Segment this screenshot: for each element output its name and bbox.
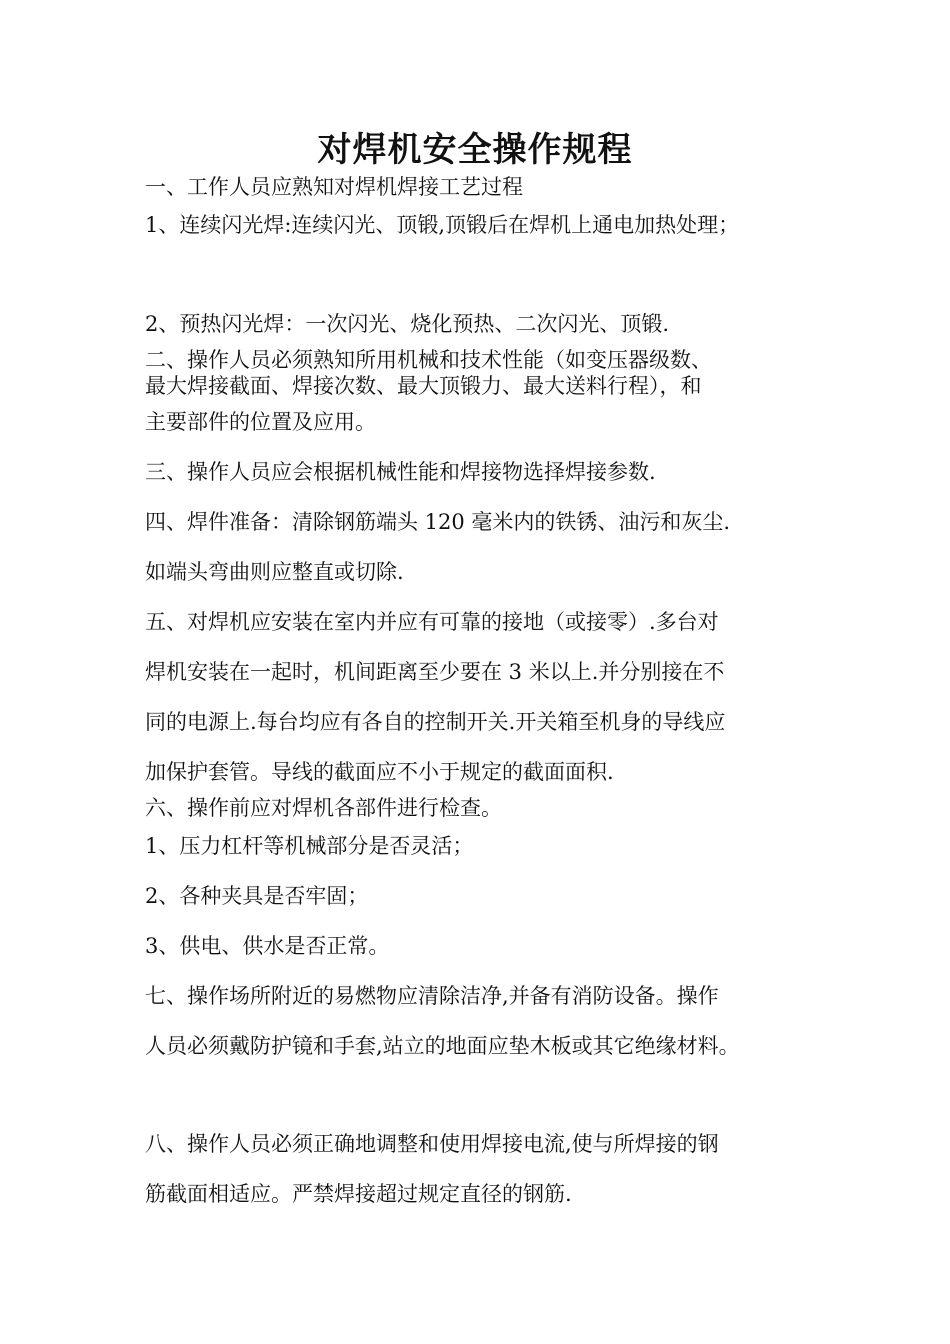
section-5-line-4: 加保护套管。导线的截面应不小于规定的截面面积. — [145, 760, 614, 784]
document-title: 对焊机安全操作规程 — [317, 130, 633, 170]
section-5-line-1: 五、对焊机应安装在室内并应有可靠的接地（或接零）.多台对 — [145, 610, 719, 634]
section-1-item-2: 2、预热闪光焊：一次闪光、烧化预热、二次闪光、顶锻. — [145, 312, 670, 336]
section-7-line-1: 七、操作场所附近的易燃物应清除洁净,并备有消防设备。操作 — [145, 984, 719, 1008]
section-8-line-1: 八、操作人员必须正确地调整和使用焊接电流,使与所焊接的钢 — [145, 1132, 719, 1156]
section-2-line-1: 二、操作人员必须熟知所用机械和技术性能（如变压器级数、 — [145, 348, 712, 372]
section-6-item-1: 1、压力杠杆等机械部分是否灵活； — [145, 834, 474, 858]
section-7-line-2: 人员必须戴防护镜和手套,站立的地面应垫木板或其它绝缘材料。 — [145, 1034, 740, 1058]
section-1-heading: 一、工作人员应熟知对焊机焊接工艺过程 — [145, 175, 523, 199]
section-6-item-3: 3、供电、供水是否正常。 — [145, 934, 390, 958]
section-6-item-2: 2、各种夹具是否牢固； — [145, 884, 369, 908]
section-3-line: 三、操作人员应会根据机械性能和焊接物选择焊接参数. — [145, 460, 656, 484]
section-8-line-2: 筋截面相适应。严禁焊接超过规定直径的钢筋. — [145, 1182, 572, 1206]
section-2-line-2: 最大焊接截面、焊接次数、最大顶锻力、最大送料行程），和 — [145, 374, 702, 398]
section-1-item-1: 1、连续闪光焊:连续闪光、顶锻,顶锻后在焊机上通电加热处理； — [145, 213, 740, 237]
section-2-line-3: 主要部件的位置及应用。 — [145, 410, 376, 434]
section-4-line-2: 如端头弯曲则应整直或切除. — [145, 560, 404, 584]
section-5-line-2: 焊机安装在一起时，机间距离至少要在 3 米以上.并分别接在不 — [145, 660, 725, 684]
section-5-line-3: 同的电源上.每台均应有各自的控制开关.开关箱至机身的导线应 — [145, 710, 726, 734]
section-4-line-1: 四、焊件准备：清除钢筋端头 120 毫米内的铁锈、油污和灰尘. — [145, 510, 731, 534]
section-6-heading: 六、操作前应对焊机各部件进行检查。 — [145, 796, 502, 820]
